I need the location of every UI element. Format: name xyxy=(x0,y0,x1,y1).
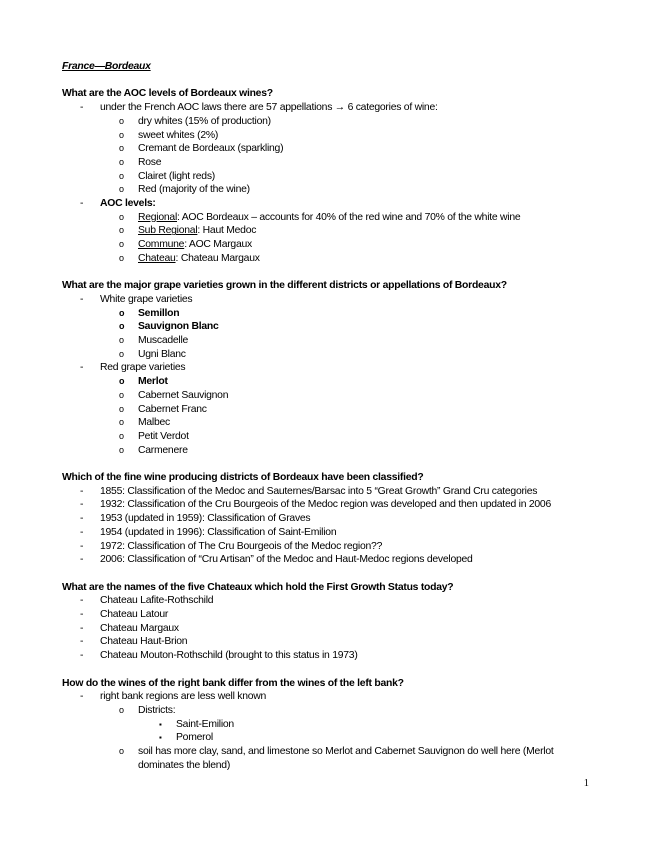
section-right-left-bank xyxy=(62,677,582,773)
question-heading: Which of the fine wine producing districts of Bordeaux have been classified? xyxy=(62,472,424,484)
list-item: o Carmenere xyxy=(62,444,582,458)
list-item: - White grape varieties o Semillon o Sauvignon Blanc o Muscadelle o Ugni Blanc xyxy=(62,293,582,362)
page-title: France—Bordeaux xyxy=(62,61,151,72)
list-item: ▪ Pomerol xyxy=(62,731,582,745)
list-item: o Cabernet Sauvignon xyxy=(62,389,582,403)
list-item: - Chateau Latour xyxy=(62,608,582,622)
list-item: o dry whites (15% of production) xyxy=(62,115,582,129)
question-heading: What are the AOC levels of Bordeaux wines? xyxy=(62,88,273,100)
list-item: - Red grape varieties o Merlot o Cabernet Sauvignon o Cabernet Franc o Malbec o Petit Verdot o Carmenere xyxy=(62,361,582,457)
aoc-level-chateau: o Chateau: Chateau Margaux xyxy=(62,252,582,266)
list-item: ▪ Saint-Emilion xyxy=(62,718,582,732)
list-item: o Petit Verdot xyxy=(62,430,582,444)
list-item: o Malbec xyxy=(62,416,582,430)
section-grape-varieties xyxy=(62,279,582,457)
list-item: - 1972: Classification of The Cru Bourgeois of the Medoc region?? xyxy=(62,540,582,554)
list-item: - 1855: Classification of the Medoc and Sauternes/Barsac into 5 “Great Growth” Grand Cru categories xyxy=(62,485,582,499)
list-item: o Red (majority of the wine) xyxy=(62,183,582,197)
question-heading: What are the names of the five Chateaux which hold the First Growth Status today? xyxy=(62,581,454,593)
list-item: - 2006: Classification of “Cru Artisan” of the Medoc and Haut-Medoc regions developed xyxy=(62,553,582,567)
aoc-level-regional: o Regional: AOC Bordeaux – accounts for 40% of the red wine and 70% of the white wine xyxy=(62,211,582,225)
list-item: o Sauvignon Blanc xyxy=(62,320,582,334)
question-heading: How do the wines of the right bank differ from the wines of the left bank? xyxy=(62,677,404,689)
list-item: - Chateau Margaux xyxy=(62,622,582,636)
list-item: - 1932: Classification of the Cru Bourgeois of the Medoc region was developed and then updated in 2006 xyxy=(62,498,582,512)
list-item: - right bank regions are less well known o Districts: ▪ Saint-Emilion ▪ Pomerol o soil has more clay, sand, and limestone so Merlot and Cabernet Sauvignon do well here (Merlot dominates the blend) xyxy=(62,690,582,772)
list-item: - 1954 (updated in 1996): Classification of Saint-Emilion xyxy=(62,526,582,540)
list-item: o soil has more clay, sand, and limestone so Merlot and Cabernet Sauvignon do well here (Merlot dominates the blend) xyxy=(62,745,582,772)
section-first-growth xyxy=(62,581,582,663)
list-item: o Rose xyxy=(62,156,582,170)
list-item: o Ugni Blanc xyxy=(62,348,582,362)
list-item: o Semillon xyxy=(62,307,582,321)
list-item: - Chateau Lafite-Rothschild xyxy=(62,594,582,608)
aoc-level-sub-regional: o Sub Regional: Haut Medoc xyxy=(62,224,582,238)
list-item: - Chateau Mouton-Rothschild (brought to this status in 1973) xyxy=(62,649,582,663)
list-item: o Cremant de Bordeaux (sparkling) xyxy=(62,142,582,156)
list-item: - 1953 (updated in 1959): Classification of Graves xyxy=(62,512,582,526)
list-item: o Districts: ▪ Saint-Emilion ▪ Pomerol xyxy=(62,704,582,745)
page-content xyxy=(62,60,582,786)
list-item: o Clairet (light reds) xyxy=(62,170,582,184)
section-aoc-levels xyxy=(62,87,582,265)
question-heading: What are the major grape varieties grown in the different districts or appellations of Bordeaux? xyxy=(62,280,507,292)
page-number: 1 xyxy=(583,778,589,789)
list-item: o Cabernet Franc xyxy=(62,403,582,417)
list-item: - AOC levels: o Regional: AOC Bordeaux – accounts for 40% of the red wine and 70% of the white wine o Sub Regional: Haut Medoc o Commune: AOC Margaux o Chateau: Chateau Margaux xyxy=(62,197,582,266)
aoc-level-commune: o Commune: AOC Margaux xyxy=(62,238,582,252)
list-item: o Muscadelle xyxy=(62,334,582,348)
list-item: o sweet whites (2%) xyxy=(62,129,582,143)
list-item: - under the French AOC laws there are 57 appellations → 6 categories of wine: o dry whites (15% of production) o sweet whites (2%) o Cremant de Bordeaux (sparkling) o Rose o Clairet (light reds) o Red (majority of the wine) xyxy=(62,101,582,197)
section-classifications xyxy=(62,471,582,567)
list-item: - Chateau Haut-Brion xyxy=(62,635,582,649)
list-item: o Merlot xyxy=(62,375,582,389)
